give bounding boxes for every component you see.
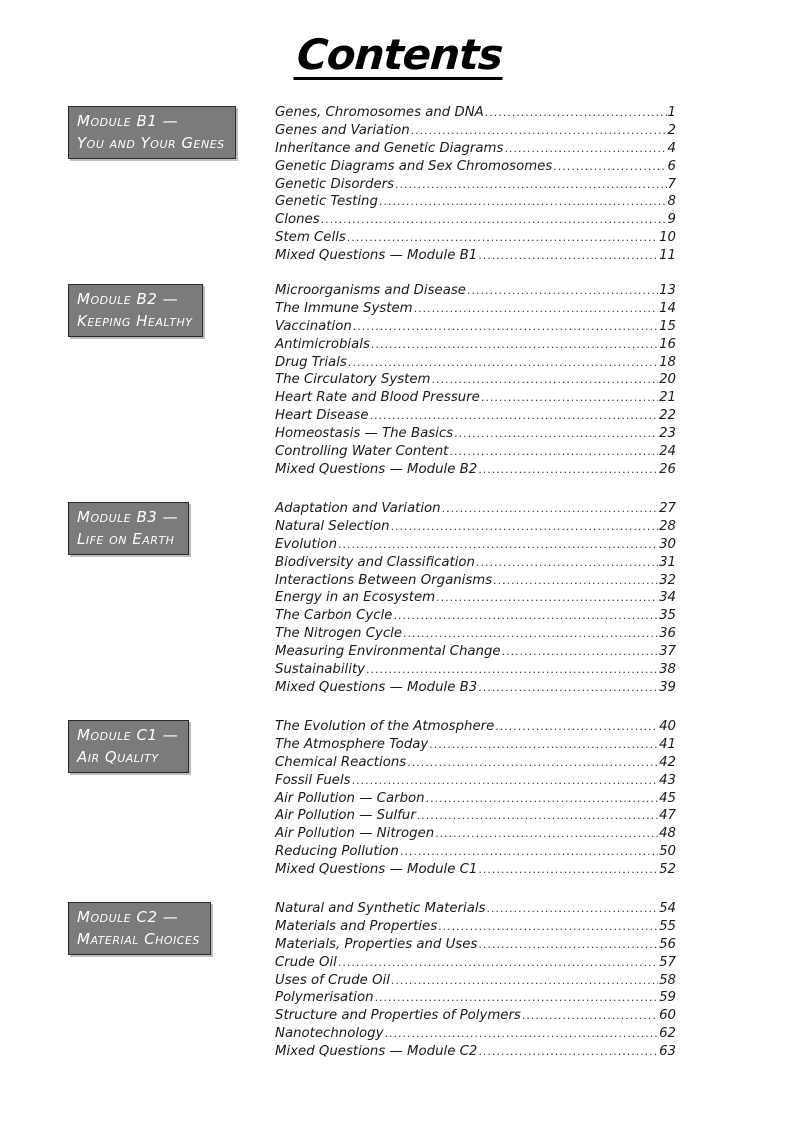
module-label-line2: Material Choices	[77, 930, 200, 948]
entry-page: 28	[659, 518, 676, 534]
dot-leader	[485, 104, 667, 122]
entry-page: 38	[659, 662, 676, 678]
entry-title: Mixed Questions — Module B3	[275, 679, 478, 695]
contents-entry[interactable]	[275, 861, 676, 879]
dot-leader	[493, 572, 658, 590]
entry-title: Homeostasis — The Basics	[275, 426, 454, 442]
contents-entry[interactable]	[275, 336, 676, 354]
entry-title: Materials, Properties and Uses	[275, 936, 478, 952]
contents-entry[interactable]	[275, 843, 676, 861]
dot-leader	[435, 825, 658, 843]
module-label-line1: Module C1 —	[77, 726, 179, 744]
contents-list	[275, 900, 676, 1061]
dot-leader	[478, 1043, 658, 1061]
entry-title: Natural Selection	[275, 518, 390, 534]
entry-title: Nanotechnology	[275, 1026, 384, 1042]
module-label-line1: Module B1 —	[77, 112, 179, 130]
contents-entry[interactable]	[275, 104, 676, 122]
dot-leader	[486, 900, 658, 918]
contents-entry[interactable]	[275, 918, 676, 936]
dot-leader	[426, 790, 659, 808]
dot-leader	[391, 972, 658, 990]
contents-entry[interactable]	[275, 176, 676, 194]
dot-leader	[478, 936, 658, 954]
entry-page: 13	[659, 283, 676, 298]
entry-title: Sustainability	[275, 662, 366, 678]
contents-entry[interactable]	[275, 193, 676, 211]
dot-leader	[478, 861, 658, 879]
entry-title: Structure and Properties of Polymers	[275, 1008, 521, 1024]
entry-title: The Atmosphere Today	[275, 736, 429, 752]
dot-leader	[522, 1007, 658, 1025]
contents-entry[interactable]	[275, 936, 676, 954]
entry-page: 45	[659, 790, 676, 806]
entry-title: Air Pollution — Carbon	[275, 790, 425, 806]
contents-entry[interactable]	[275, 718, 676, 736]
contents-entry[interactable]	[275, 954, 676, 972]
entry-title: Chemical Reactions	[275, 754, 407, 770]
entry-title: Heart Disease	[275, 408, 369, 424]
entry-title: Reducing Pollution	[275, 844, 399, 860]
dot-leader	[371, 336, 658, 354]
entry-title: Controlling Water Content	[275, 444, 449, 460]
dot-leader	[431, 371, 658, 389]
entry-page: 48	[659, 826, 676, 842]
contents-entry[interactable]	[275, 536, 676, 554]
entry-title: Air Pollution — Nitrogen	[275, 826, 435, 842]
entry-title: Polymerisation	[275, 990, 374, 1006]
entry-page: 20	[659, 372, 676, 388]
dot-leader	[338, 954, 658, 972]
contents-entry[interactable]	[275, 736, 676, 754]
entry-title: Evolution	[275, 536, 337, 552]
entry-page: 26	[659, 461, 676, 477]
module-label-box	[68, 902, 211, 955]
entry-page: 2	[667, 122, 676, 138]
contents-entry[interactable]	[275, 461, 676, 479]
module-label-box	[68, 284, 203, 337]
dot-leader	[379, 193, 667, 211]
entry-title: Inheritance and Genetic Diagrams	[275, 140, 504, 156]
entry-title: Measuring Environmental Change	[275, 644, 501, 660]
contents-entry[interactable]	[275, 772, 676, 790]
entry-page: 4	[667, 140, 676, 156]
contents-entry[interactable]	[275, 122, 676, 140]
contents-entry[interactable]	[275, 354, 676, 372]
entry-page: 27	[659, 501, 676, 516]
dot-leader	[393, 607, 658, 625]
contents-entry[interactable]	[275, 371, 676, 389]
dot-leader	[476, 554, 658, 572]
module-label-box	[68, 106, 236, 159]
entry-title: Vaccination	[275, 318, 352, 334]
entry-page: 30	[659, 536, 676, 552]
dot-leader	[353, 318, 658, 336]
contents-entry[interactable]	[275, 140, 676, 158]
contents-entry[interactable]	[275, 807, 676, 825]
dot-leader	[467, 282, 658, 300]
contents-entry[interactable]	[275, 825, 676, 843]
dot-leader	[478, 461, 658, 479]
contents-entry[interactable]	[275, 900, 676, 918]
dot-leader	[438, 918, 658, 936]
entry-page: 57	[659, 954, 676, 970]
entry-page: 62	[659, 1026, 676, 1042]
dot-leader	[321, 211, 667, 229]
contents-entry[interactable]	[275, 300, 676, 318]
entry-page: 14	[659, 300, 676, 316]
module-label-line1: Module B3 —	[77, 508, 179, 526]
contents-entry[interactable]	[275, 790, 676, 808]
entry-page: 52	[659, 862, 676, 878]
contents-entry[interactable]	[275, 282, 676, 300]
dot-leader	[495, 718, 658, 736]
entry-page: 23	[659, 426, 676, 442]
entry-page: 39	[659, 679, 676, 695]
dot-leader	[348, 354, 658, 372]
entry-title: The Nitrogen Cycle	[275, 626, 403, 642]
dot-leader	[442, 500, 658, 518]
entry-page: 55	[659, 918, 676, 934]
entry-page: 59	[659, 990, 676, 1006]
entry-title: Mixed Questions — Module C1	[275, 862, 478, 878]
entry-page: 31	[659, 554, 676, 570]
entry-page: 1	[667, 105, 676, 120]
entry-page: 21	[659, 390, 676, 406]
entry-title: The Carbon Cycle	[275, 608, 393, 624]
entry-page: 60	[659, 1008, 676, 1024]
entry-page: 42	[659, 754, 676, 770]
entry-page: 40	[659, 719, 676, 734]
contents-entry[interactable]	[275, 989, 676, 1007]
entry-title: Genes, Chromosomes and DNA	[275, 105, 484, 120]
entry-page: 37	[659, 644, 676, 660]
entry-page: 58	[659, 972, 676, 988]
contents-entry[interactable]	[275, 158, 676, 176]
dot-leader	[436, 589, 658, 607]
dot-leader	[454, 425, 658, 443]
entry-page: 63	[659, 1044, 676, 1060]
module-label-line2: Life on Earth	[77, 530, 175, 548]
dot-leader	[478, 247, 658, 265]
dot-leader	[391, 518, 659, 536]
dot-leader	[411, 122, 667, 140]
page-title	[0, 30, 800, 80]
entry-title: Uses of Crude Oil	[275, 972, 390, 988]
contents-entry[interactable]	[275, 589, 676, 607]
contents-entry[interactable]	[275, 607, 676, 625]
entry-title: Interactions Between Organisms	[275, 572, 493, 588]
entry-page: 34	[659, 590, 676, 606]
contents-entry[interactable]	[275, 679, 676, 697]
entry-page: 11	[659, 248, 676, 264]
dot-leader	[395, 176, 667, 194]
page-title-text: Contents	[294, 33, 506, 80]
entry-title: Fossil Fuels	[275, 772, 351, 788]
dot-leader	[385, 1025, 659, 1043]
entry-page: 16	[659, 336, 676, 352]
contents-entry[interactable]	[275, 661, 676, 679]
contents-entry[interactable]	[275, 500, 676, 518]
entry-page: 7	[667, 176, 676, 192]
entry-title: Biodiversity and Classification	[275, 554, 475, 570]
dot-leader	[429, 736, 658, 754]
dot-leader	[407, 754, 658, 772]
entry-page: 50	[659, 844, 676, 860]
module-label-box	[68, 720, 189, 773]
entry-title: Genetic Diagrams and Sex Chromosomes	[275, 158, 553, 174]
module-label-line1: Module B2 —	[77, 290, 179, 308]
module-label-line2: Air Quality	[77, 748, 159, 766]
contents-entry[interactable]	[275, 625, 676, 643]
entry-page: 8	[667, 194, 676, 210]
entry-title: Mixed Questions — Module B1	[275, 248, 478, 264]
entry-title: Adaptation and Variation	[275, 501, 441, 516]
dot-leader	[366, 661, 658, 679]
dot-leader	[400, 843, 658, 861]
contents-entry[interactable]	[275, 643, 676, 661]
contents-list	[275, 282, 676, 479]
entry-title: The Immune System	[275, 300, 413, 316]
entry-page: 56	[659, 936, 676, 952]
contents-entry[interactable]	[275, 1025, 676, 1043]
entry-title: Energy in an Ecosystem	[275, 590, 436, 606]
entry-page: 36	[659, 626, 676, 642]
entry-title: Air Pollution — Sulfur	[275, 808, 416, 824]
contents-entry[interactable]	[275, 425, 676, 443]
module-label-box	[68, 502, 189, 555]
entry-page: 41	[659, 736, 676, 752]
entry-page: 9	[667, 212, 676, 228]
contents-entry[interactable]	[275, 443, 676, 461]
entry-page: 43	[659, 772, 676, 788]
entry-title: Antimicrobials	[275, 336, 370, 352]
contents-entry[interactable]	[275, 554, 676, 572]
entry-page: 6	[667, 158, 676, 174]
dot-leader	[478, 679, 658, 697]
dot-leader	[553, 158, 666, 176]
entry-page: 10	[659, 230, 676, 246]
entry-title: Genetic Testing	[275, 194, 378, 210]
entry-title: Clones	[275, 212, 320, 228]
entry-title: The Circulatory System	[275, 372, 431, 388]
contents-entry[interactable]	[275, 972, 676, 990]
contents-entry[interactable]	[275, 389, 676, 407]
dot-leader	[370, 407, 659, 425]
contents-entry[interactable]	[275, 572, 676, 590]
module-label-line2: You and Your Genes	[77, 134, 225, 152]
contents-list	[275, 104, 676, 265]
dot-leader	[414, 300, 658, 318]
contents-entry[interactable]	[275, 518, 676, 536]
contents-entry[interactable]	[275, 247, 676, 265]
contents-entry[interactable]	[275, 754, 676, 772]
contents-entry[interactable]	[275, 318, 676, 336]
entry-title: Materials and Properties	[275, 918, 438, 934]
module-label-line2: Keeping Healthy	[77, 312, 193, 330]
dot-leader	[347, 229, 658, 247]
contents-list	[275, 718, 676, 879]
entry-page: 24	[659, 444, 676, 460]
entry-title: Stem Cells	[275, 230, 346, 246]
entry-title: Natural and Synthetic Materials	[275, 901, 486, 916]
dot-leader	[375, 989, 659, 1007]
dot-leader	[403, 625, 658, 643]
contents-list	[275, 500, 676, 697]
dot-leader	[352, 772, 658, 790]
entry-title: Microorganisms and Disease	[275, 283, 466, 298]
entry-title: Heart Rate and Blood Pressure	[275, 390, 480, 406]
entry-page: 54	[659, 901, 676, 916]
contents-entry[interactable]	[275, 229, 676, 247]
entry-title: Genes and Variation	[275, 122, 410, 138]
contents-entry[interactable]	[275, 1007, 676, 1025]
entry-page: 47	[659, 808, 676, 824]
dot-leader	[481, 389, 658, 407]
entry-page: 15	[659, 318, 676, 334]
contents-entry[interactable]	[275, 211, 676, 229]
dot-leader	[449, 443, 658, 461]
contents-entry[interactable]	[275, 1043, 676, 1061]
module-label-line1: Module C2 —	[77, 908, 179, 926]
entry-title: Genetic Disorders	[275, 176, 395, 192]
entry-title: Mixed Questions — Module C2	[275, 1044, 478, 1060]
entry-page: 22	[659, 408, 676, 424]
entry-title: Drug Trials	[275, 354, 347, 370]
entry-title: The Evolution of the Atmosphere	[275, 719, 495, 734]
entry-title: Crude Oil	[275, 954, 337, 970]
dot-leader	[417, 807, 658, 825]
dot-leader	[338, 536, 658, 554]
contents-entry[interactable]	[275, 407, 676, 425]
dot-leader	[504, 140, 666, 158]
dot-leader	[502, 643, 658, 661]
entry-page: 18	[659, 354, 676, 370]
entry-title: Mixed Questions — Module B2	[275, 461, 478, 477]
entry-page: 32	[659, 572, 676, 588]
entry-page: 35	[659, 608, 676, 624]
